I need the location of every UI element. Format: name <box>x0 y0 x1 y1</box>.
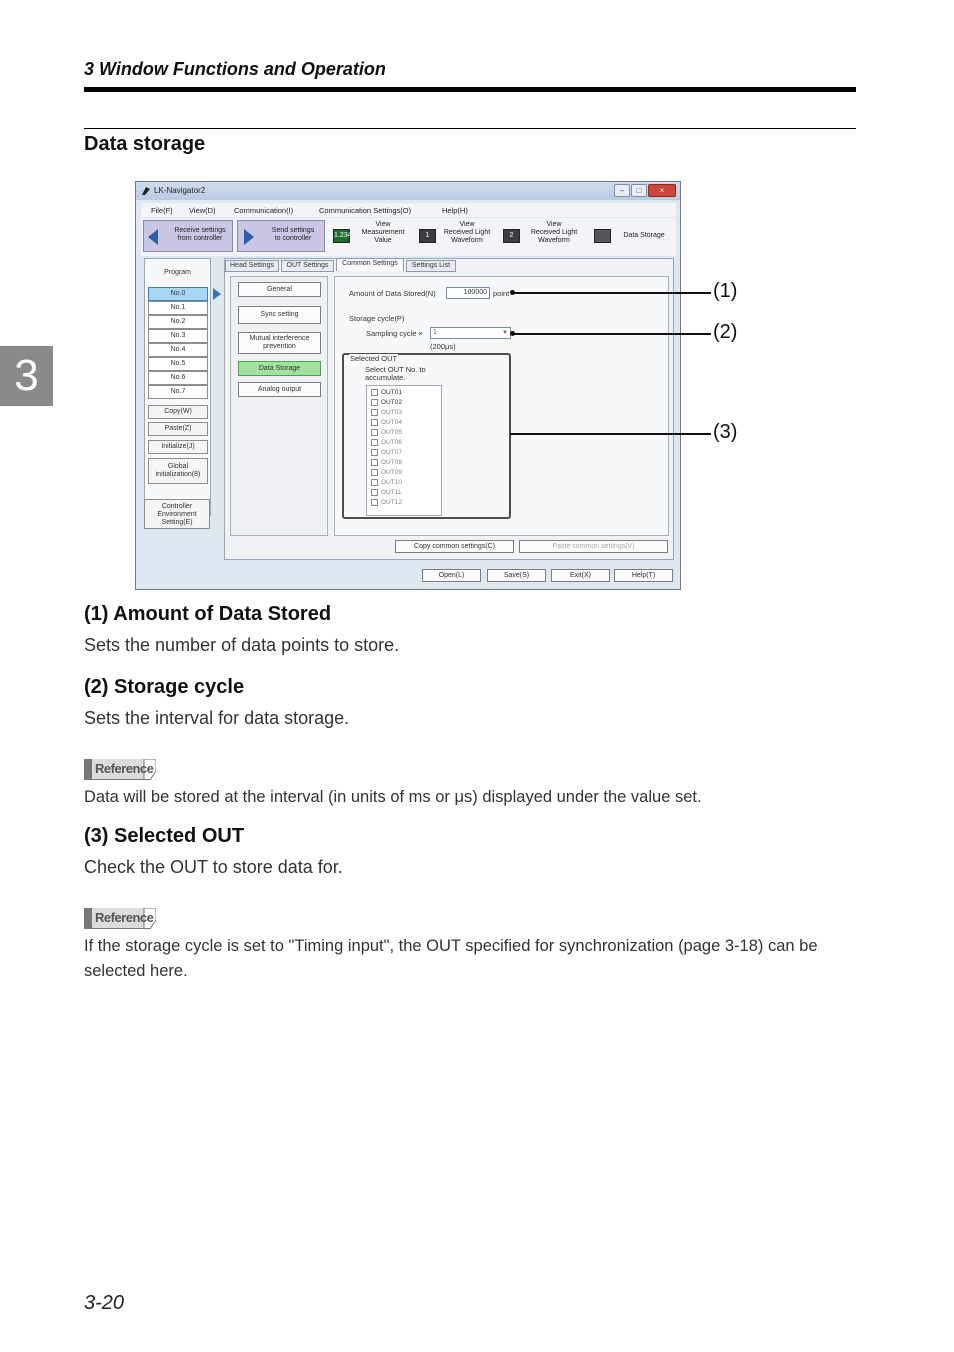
view-received-light-label[interactable]: View Received Light Waveform <box>443 221 491 244</box>
global-initialization-button[interactable]: Global initialization(8) <box>148 458 208 484</box>
reference-text: If the storage cycle is set to "Timing input", the OUT specified for synchronization (page 3-18) can be selected here. <box>84 937 818 980</box>
maximize-button[interactable]: □ <box>631 184 647 197</box>
out-checkbox[interactable] <box>371 388 402 398</box>
header-rule <box>84 87 856 92</box>
out-label: OUT06 <box>381 439 402 446</box>
program-row[interactable]: No.0 <box>148 287 208 301</box>
send-settings-button[interactable] <box>237 220 325 252</box>
save-button[interactable]: Save(S) <box>487 569 546 582</box>
initialize-button[interactable]: Initialize(J) <box>148 440 208 454</box>
out-checkbox[interactable] <box>371 428 402 438</box>
checkbox-icon <box>371 409 378 416</box>
data-storage-icon[interactable] <box>594 229 611 243</box>
program-row[interactable]: No.7 <box>148 385 208 399</box>
program-panel <box>144 258 211 516</box>
out-checkbox[interactable] <box>371 468 402 478</box>
chapter-tab: 3 <box>0 346 53 406</box>
analog-output-button[interactable]: Analog output <box>238 382 321 397</box>
program-row[interactable]: No.5 <box>148 357 208 371</box>
tab-common-settings[interactable]: Common Settings <box>336 258 404 271</box>
sampling-cycle-select[interactable] <box>430 327 511 339</box>
open-button[interactable]: Open(L) <box>422 569 481 582</box>
checkbox-icon <box>371 419 378 426</box>
out-label: OUT12 <box>381 499 402 506</box>
menu-communication-settings[interactable]: Communication Settings(O) <box>319 206 412 215</box>
out-checkbox[interactable] <box>371 438 402 448</box>
reference-icon <box>84 759 156 780</box>
out-checkbox[interactable] <box>371 448 402 458</box>
amount-data-stored-input[interactable]: 100000 <box>446 287 490 299</box>
program-row[interactable]: No.2 <box>148 315 208 329</box>
chevron-down-icon: ▼ <box>502 330 508 336</box>
program-row[interactable]: No.4 <box>148 343 208 357</box>
general-button[interactable]: General <box>238 282 321 297</box>
section-title: Data storage <box>84 133 206 155</box>
program-row[interactable]: No.1 <box>148 301 208 315</box>
program-label: Program <box>164 269 191 276</box>
storage-cycle-label: Storage cycle(P) <box>349 314 405 323</box>
help-button[interactable]: Help(T) <box>614 569 673 582</box>
copy-button[interactable]: Copy(W) <box>148 405 208 419</box>
data-storage-button[interactable]: Data Storage <box>238 361 321 376</box>
out-checkbox[interactable] <box>371 498 402 508</box>
out-label: OUT04 <box>381 419 402 426</box>
item-heading: (2) Storage cycle <box>84 676 245 698</box>
checkbox-icon <box>371 399 378 406</box>
item-heading: (1) Amount of Data Stored <box>84 603 332 625</box>
app-window <box>135 181 681 590</box>
menu-communication[interactable]: Communication(I) <box>234 206 294 215</box>
reference-label: Reference <box>95 910 154 925</box>
chapter-header: 3 Window Functions and Operation <box>84 59 386 79</box>
selected-program-arrow-icon <box>213 288 221 300</box>
page-number: 3-20 <box>84 1292 125 1314</box>
controller-environment-button[interactable]: Controller Environment Setting(E) <box>144 499 210 529</box>
interval-display: (200μs) <box>430 342 456 351</box>
amount-unit-label: point <box>493 289 510 298</box>
view-received-light-2-label[interactable]: View Received Light Waveform <box>530 221 578 244</box>
reference-icon <box>84 908 156 929</box>
paste-common-settings-button[interactable]: Paste common settings(V) <box>519 540 668 553</box>
tab-head-settings[interactable]: Head Settings <box>225 260 279 272</box>
close-button[interactable]: × <box>648 184 676 197</box>
received-light-waveform-icon[interactable]: 1 <box>419 229 436 243</box>
out-checkbox[interactable] <box>371 488 401 498</box>
data-storage-label[interactable]: Data Storage <box>623 232 665 239</box>
checkbox-icon <box>371 469 378 476</box>
out-label: OUT05 <box>381 429 402 436</box>
reference-text: Data will be stored at the interval (in units of ms or μs) displayed under the value set. <box>84 788 702 806</box>
sync-setting-button[interactable]: Sync setting <box>238 306 321 324</box>
checkbox-icon <box>371 459 378 466</box>
item-heading: (3) Selected OUT <box>84 825 245 847</box>
minimize-button[interactable]: – <box>614 184 630 197</box>
menu-bar <box>141 203 676 217</box>
tab-settings-list[interactable]: Settings List <box>406 260 456 272</box>
program-row[interactable]: No.3 <box>148 329 208 343</box>
measurement-value-icon[interactable]: 1.234 <box>333 229 350 243</box>
menu-view[interactable]: View(D) <box>189 206 216 215</box>
toolbar <box>141 218 676 256</box>
tab-out-settings[interactable]: OUT Settings <box>281 260 334 272</box>
item-text: Check the OUT to store data for. <box>84 857 343 877</box>
callout-label: (3) <box>713 421 738 443</box>
paste-button[interactable]: Paste(Z) <box>148 422 208 436</box>
arrow-right-icon <box>244 229 254 245</box>
send-settings-label: Send settings to controller <box>271 227 315 242</box>
mutual-interference-button[interactable]: Mutual interference prevention <box>238 332 321 354</box>
callout-line <box>513 333 711 335</box>
checkbox-icon <box>371 489 378 496</box>
out-label: OUT08 <box>381 459 402 466</box>
checkbox-icon <box>371 429 378 436</box>
reference-label: Reference <box>95 761 154 776</box>
out-label: OUT07 <box>381 449 402 456</box>
callout-line <box>510 433 711 435</box>
title-bar <box>136 182 680 200</box>
section-rule <box>84 128 856 129</box>
menu-file[interactable]: File(F) <box>151 206 173 215</box>
sampling-cycle-value: 1 <box>433 329 437 336</box>
callout-label: (1) <box>713 280 738 302</box>
sampling-cycle-label: Sampling cycle × <box>366 329 423 338</box>
out-label: OUT03 <box>381 409 402 416</box>
out-checkbox[interactable] <box>371 398 402 408</box>
app-logo-icon <box>141 186 151 196</box>
program-row[interactable]: No.6 <box>148 371 208 385</box>
checkbox-icon <box>371 479 378 486</box>
amount-data-stored-label: Amount of Data Stored(N) <box>349 289 436 298</box>
out-label: OUT02 <box>381 399 402 406</box>
checkbox-icon <box>371 389 378 396</box>
out-checkbox[interactable] <box>371 418 402 428</box>
arrow-left-icon <box>148 229 158 245</box>
out-label: OUT09 <box>381 469 402 476</box>
receive-settings-label: Receive settings from controller <box>174 227 226 242</box>
copy-common-settings-button[interactable]: Copy common settings(C) <box>395 540 514 553</box>
receive-settings-button[interactable] <box>143 220 233 252</box>
item-text: Sets the number of data points to store. <box>84 635 400 655</box>
out-checkbox[interactable] <box>371 458 402 468</box>
view-measurement-label[interactable]: View Measurement Value <box>361 221 405 244</box>
checkbox-icon <box>371 449 378 456</box>
out-label: OUT10 <box>381 479 402 486</box>
exit-button[interactable]: Exit(X) <box>551 569 610 582</box>
out-label: OUT01 <box>381 389 402 396</box>
received-light-waveform-2-icon[interactable]: 2 <box>503 229 520 243</box>
out-label: OUT11 <box>381 489 402 496</box>
window-title: LK-Navigator2 <box>154 186 206 195</box>
out-checkbox[interactable] <box>371 408 402 418</box>
checkbox-icon <box>371 499 378 506</box>
select-out-instruction: Select OUT No. to accumulate. <box>365 365 426 382</box>
selected-out-title: Selected OUT <box>350 354 398 363</box>
out-checkbox[interactable] <box>371 478 402 488</box>
callout-line <box>513 292 711 294</box>
callout-label: (2) <box>713 321 738 343</box>
checkbox-icon <box>371 439 378 446</box>
menu-help[interactable]: Help(H) <box>442 206 468 215</box>
item-text: Sets the interval for data storage. <box>84 708 350 728</box>
